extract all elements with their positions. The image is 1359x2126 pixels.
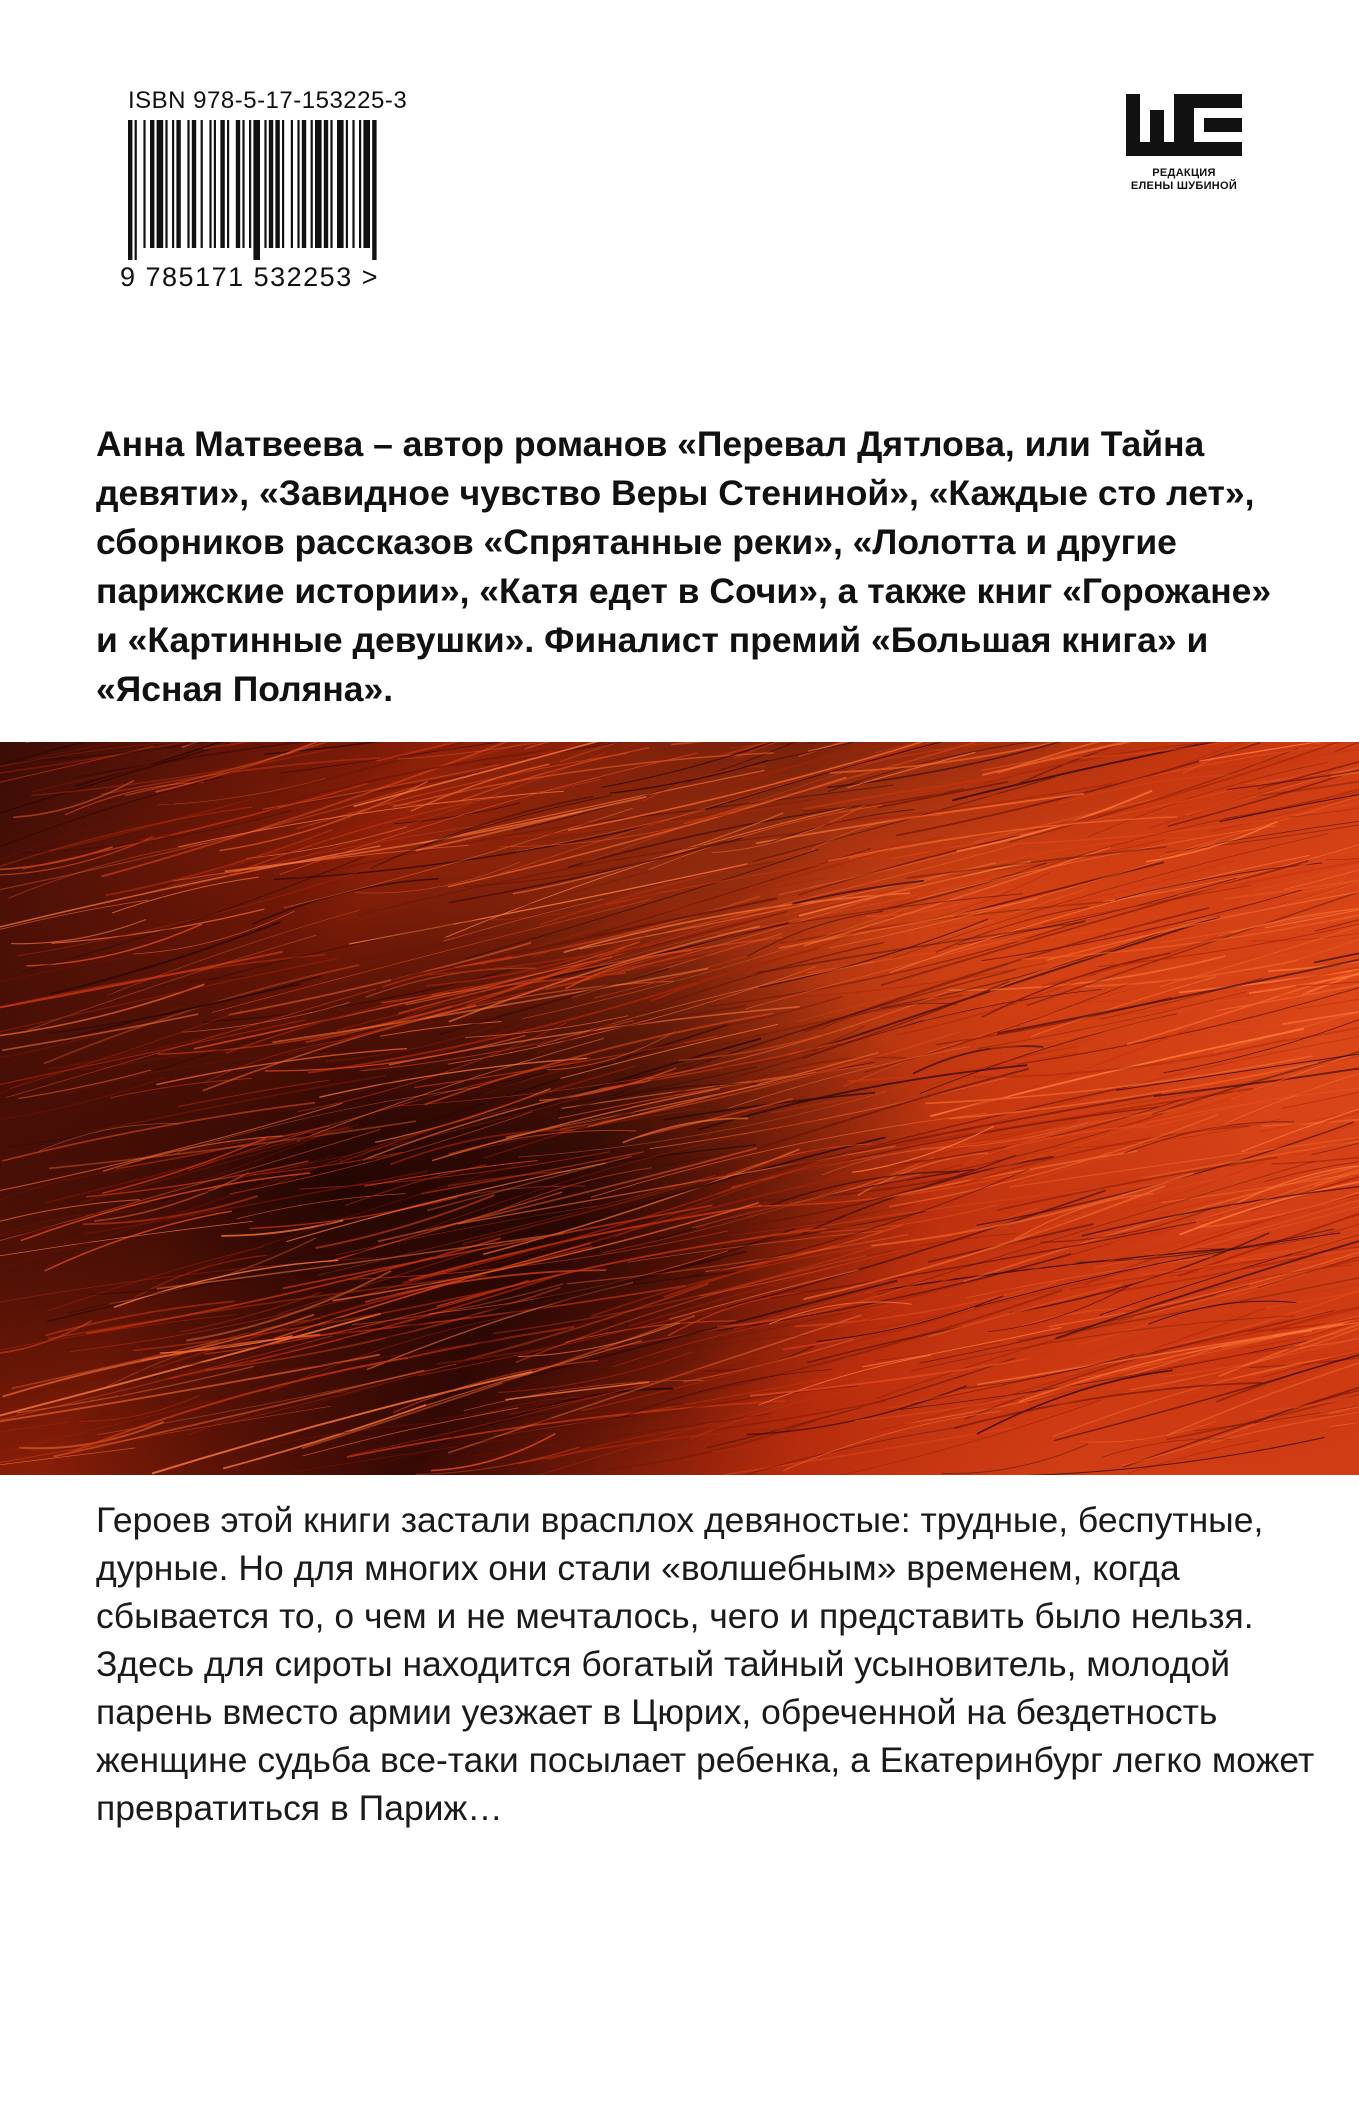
barcode-digits-main: 9 785171 532253: [120, 262, 353, 292]
isbn-barcode-block: [120, 88, 460, 293]
logo-caption-line2: ЕЛЕНЫ ШУБИНОЙ: [1130, 180, 1238, 192]
publisher-logo: [1124, 92, 1244, 193]
isbn-label: ISBN 978-5-17-153225-3: [128, 87, 408, 114]
logo-caption: [1124, 167, 1244, 193]
book-description: Героев этой книги застали врасплох девяностые: трудные, беспутные, дурные. Но для многих они стали «волшебным» временем, когда сбывается то, о чем и не мечталось, чего и представить было нельзя. Здесь для сироты находится богатый тайный усыновитель, молодой парень вместо армии уезжает в Цюрих, обреченной на бездетность женщине судьба все-таки посылает ребенка, а Екатеринбург легко может превратиться в Париж…: [96, 1500, 1315, 1828]
feather-image: [0, 742, 1359, 1475]
publisher-logo-icon: [1124, 92, 1244, 158]
logo-caption-line1: РЕДАКЦИЯ: [1152, 167, 1216, 179]
feather-texture: [0, 742, 1359, 1475]
barcode-digits: [120, 262, 460, 293]
barcode-arrow: >: [361, 262, 380, 292]
barcode: [120, 120, 420, 260]
author-bio: Анна Матвеева – автор романов «Перевал Дятлова, или Тайна девяти», «Завидное чувство Веры Стениной», «Каждые сто лет», сборников рассказов «Спрятанные реки», «Лолотта и другие парижские истории», «Катя едет в Сочи», а также книг «Горожане» и «Картинные девушки». Финалист премий «Большая книга» и «Ясная Поляна».: [96, 424, 1272, 709]
